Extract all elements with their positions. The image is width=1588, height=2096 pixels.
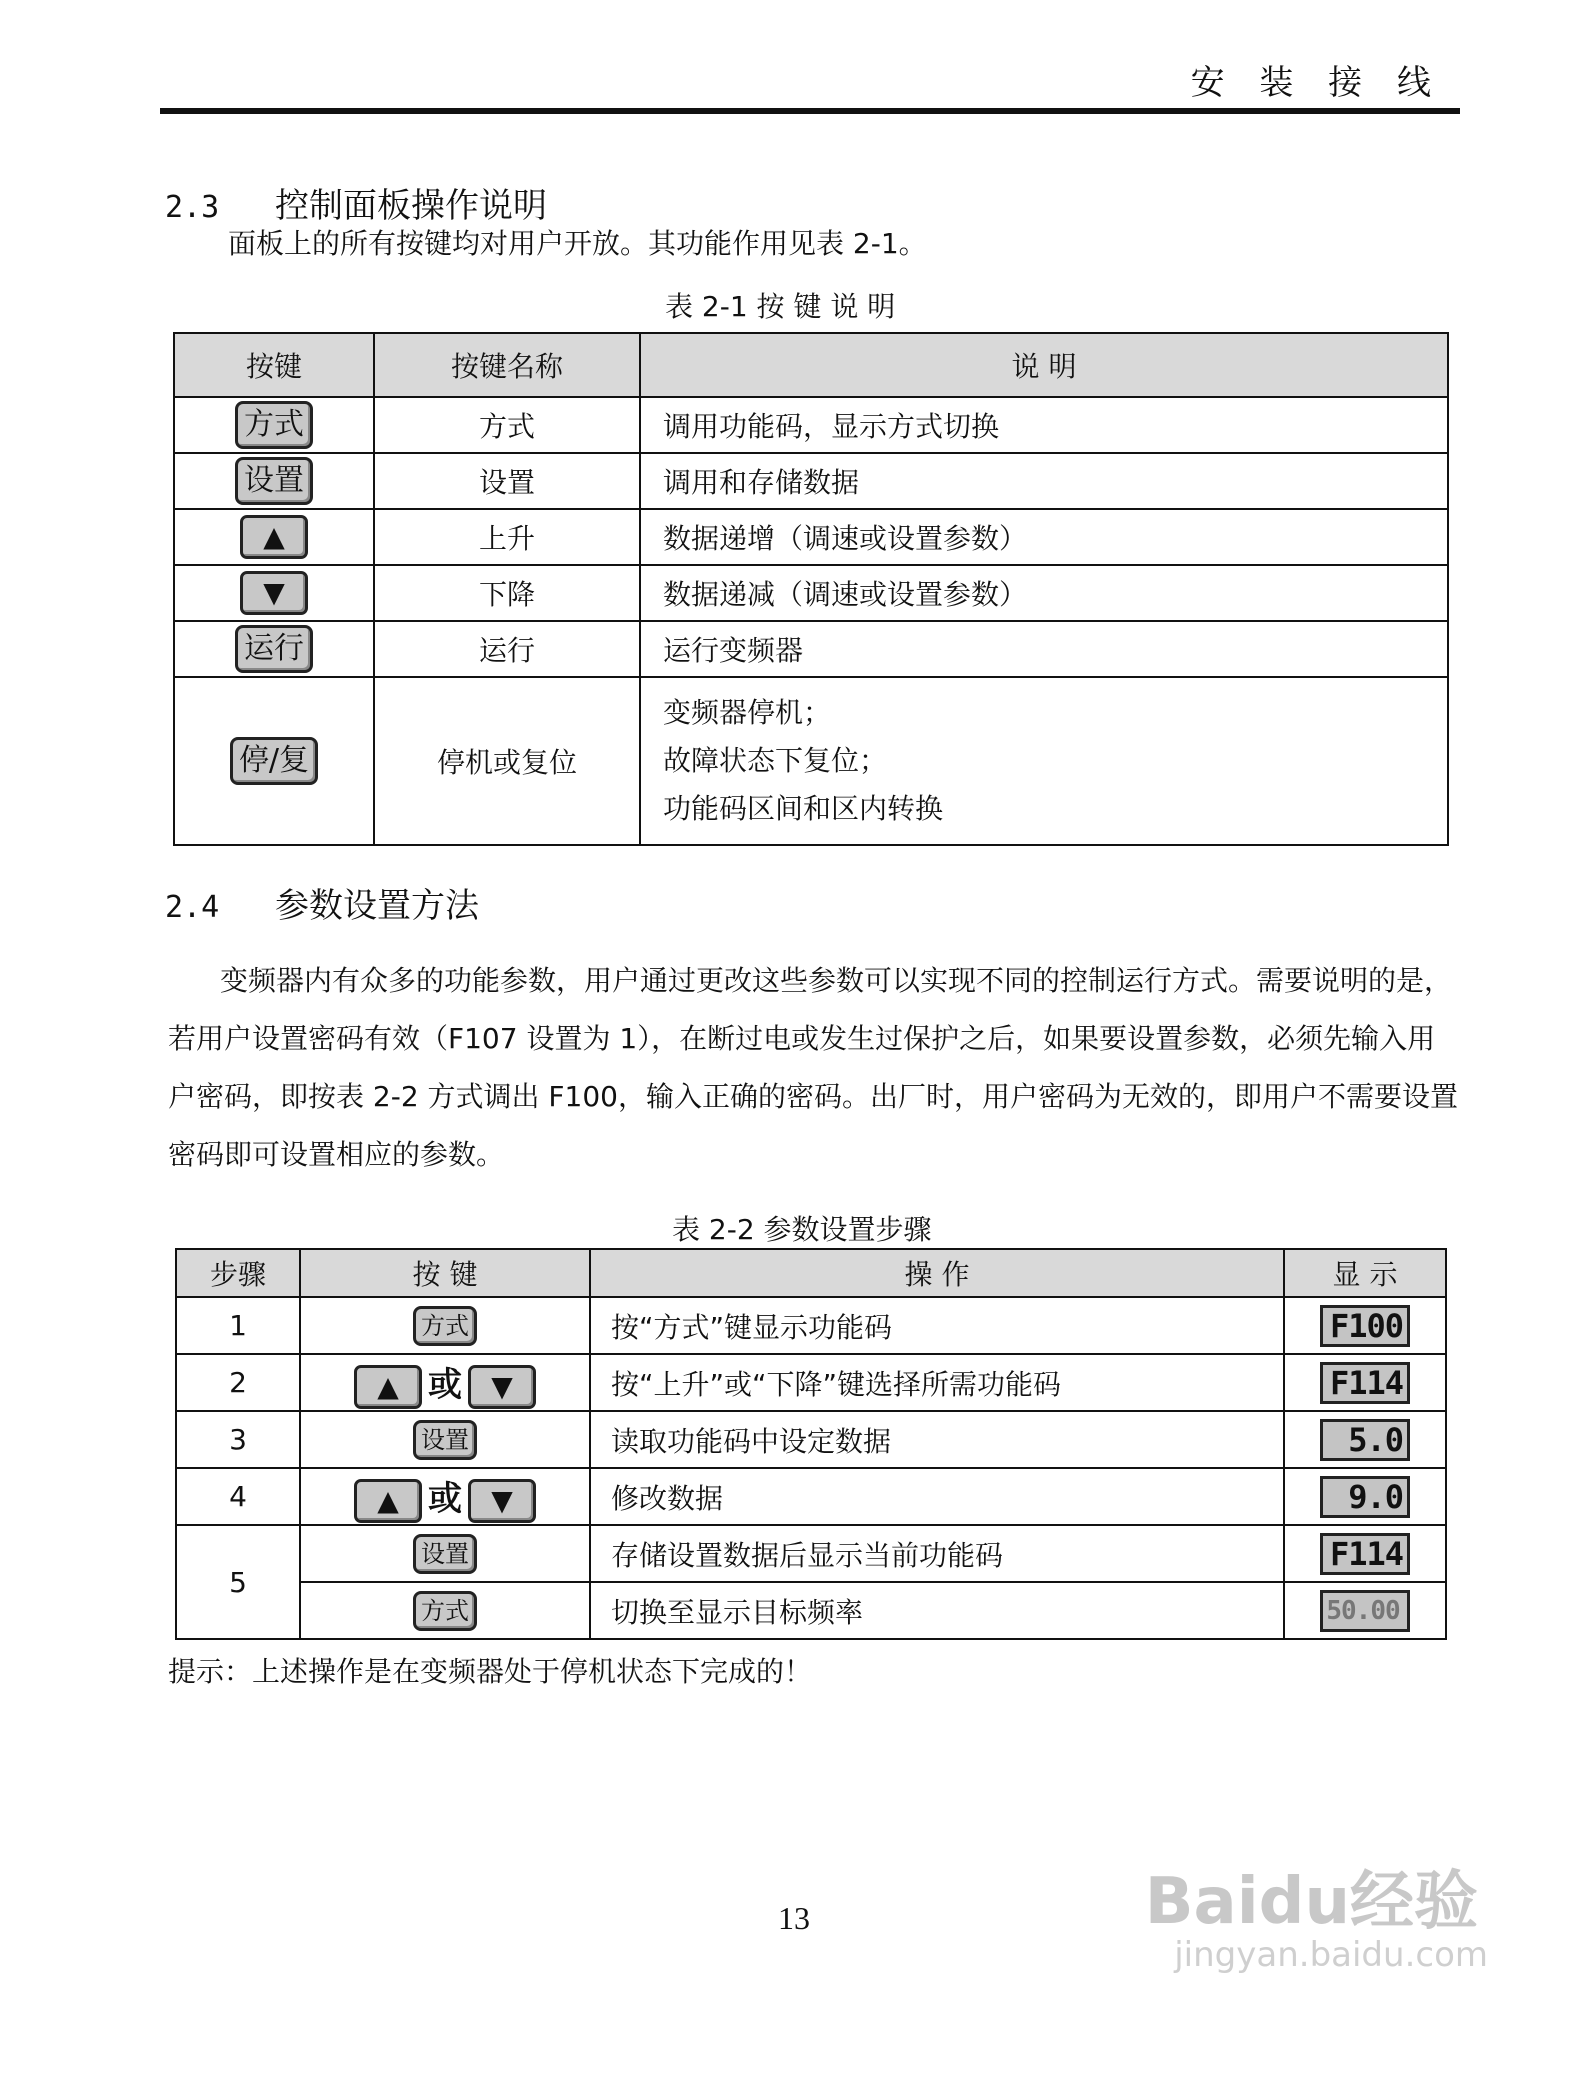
- operation: 切换至显示目标频率: [590, 1582, 1284, 1639]
- table-row: [174, 397, 1448, 453]
- table-row: [174, 565, 1448, 621]
- operation: 存储设置数据后显示当前功能码: [590, 1525, 1284, 1582]
- or-label: 或: [428, 1364, 462, 1405]
- body-paragraph: 变频器内有众多的功能参数，用户通过更改这些参数可以实现不同的控制运行方式。需要说明的是，若用户设置密码有效（F107 设置为 1），在断过电或发生过保护之后，如果要设置参数，必须先输入用户密码，即按表 2-2 方式调出 F100，输入正确的密码。出厂时，用户密码为无效的，即用户不需要设置密码即可设置相应的参数。: [168, 964, 1458, 1171]
- section-2-3-heading: [165, 178, 547, 227]
- table-row: [176, 1411, 1446, 1468]
- table-row: [176, 1582, 1446, 1639]
- table2-caption: 表 2-2 参数设置步骤: [672, 1213, 932, 1246]
- step-number: 5: [176, 1525, 300, 1639]
- step-number: 2: [176, 1354, 300, 1411]
- lcd-display: 5.0: [1320, 1419, 1410, 1461]
- mode-key-icon: 方式: [413, 1591, 477, 1631]
- key-name: 下降: [374, 565, 640, 621]
- note-text: 提示：上述操作是在变频器处于停机状态下完成的！: [168, 1655, 813, 1688]
- col-header-key: 按键: [174, 333, 374, 397]
- table-row: [176, 1354, 1446, 1411]
- step-number: 1: [176, 1297, 300, 1354]
- table-row: [176, 1468, 1446, 1525]
- set-key-icon: 设置: [413, 1534, 477, 1574]
- lcd-display: F100: [1320, 1305, 1410, 1347]
- key-description-table: [173, 332, 1449, 846]
- table-row: [174, 453, 1448, 509]
- lcd-display: 9.0: [1320, 1476, 1410, 1518]
- page-number: 13: [778, 1900, 810, 1936]
- col-header-key: 按 键: [300, 1249, 590, 1297]
- table1-caption: 表 2-1 按 键 说 明: [665, 290, 896, 323]
- down-arrow-icon: ▼: [468, 1479, 536, 1523]
- table-row: [176, 1525, 1446, 1582]
- intro-text: 面板上的所有按键均对用户开放。其功能作用见表 2-1。: [228, 227, 927, 260]
- key-name: 设置: [374, 453, 640, 509]
- col-header-op: 操 作: [590, 1249, 1284, 1297]
- mode-key-icon: 方式: [413, 1306, 477, 1346]
- stop-reset-key-icon: 停/复: [230, 737, 318, 785]
- or-label: 或: [428, 1478, 462, 1519]
- col-header-desc: 说 明: [640, 333, 1448, 397]
- col-header-display: 显 示: [1284, 1249, 1446, 1297]
- run-key-icon: 运行: [235, 625, 313, 673]
- lcd-display: F114: [1320, 1533, 1410, 1575]
- operation: 修改数据: [590, 1468, 1284, 1525]
- down-arrow-icon: ▼: [240, 571, 308, 615]
- key-desc: [640, 677, 1448, 845]
- baidu-watermark-logo: Baidu经验: [1144, 1865, 1478, 1939]
- table-row: [174, 677, 1448, 845]
- operation: 按“上升”或“下降”键选择所需功能码: [590, 1354, 1284, 1411]
- section-title: 控制面板操作说明: [275, 186, 547, 226]
- col-header-name: 按键名称: [374, 333, 640, 397]
- section-number: 2.3: [165, 190, 220, 225]
- desc-line: 故障状态下复位；: [663, 744, 888, 777]
- key-desc: 调用功能码，显示方式切换: [640, 397, 1448, 453]
- key-desc: 运行变频器: [640, 621, 1448, 677]
- operation: 读取功能码中设定数据: [590, 1411, 1284, 1468]
- mode-key-icon: 方式: [235, 401, 313, 449]
- step-number: 4: [176, 1468, 300, 1525]
- section-title: 参数设置方法: [275, 886, 479, 926]
- table-row: [174, 509, 1448, 565]
- desc-line: 功能码区间和区内转换: [663, 792, 944, 825]
- key-name: 停机或复位: [374, 677, 640, 845]
- up-arrow-icon: ▲: [240, 515, 308, 559]
- col-header-step: 步骤: [176, 1249, 300, 1297]
- key-name: 上升: [374, 509, 640, 565]
- set-key-icon: 设置: [413, 1420, 477, 1460]
- operation: 按“方式”键显示功能码: [590, 1297, 1284, 1354]
- key-name: 运行: [374, 621, 640, 677]
- section-number: 2.4: [165, 890, 220, 925]
- key-name: 方式: [374, 397, 640, 453]
- desc-line: 变频器停机；: [663, 696, 832, 729]
- section-2-4-heading: [165, 878, 479, 927]
- set-key-icon: 设置: [235, 457, 313, 505]
- key-desc: 数据递减（调速或设置参数）: [640, 565, 1448, 621]
- lcd-display: 50.00: [1320, 1590, 1410, 1632]
- baidu-watermark-url: jingyan.baidu.com: [1174, 1935, 1488, 1975]
- key-desc: 调用和存储数据: [640, 453, 1448, 509]
- table-row: [174, 621, 1448, 677]
- running-header: 安 装 接 线: [1190, 63, 1443, 103]
- header-rule: [160, 108, 1460, 114]
- down-arrow-icon: ▼: [468, 1365, 536, 1409]
- step-number: 3: [176, 1411, 300, 1468]
- up-arrow-icon: ▲: [354, 1365, 422, 1409]
- up-arrow-icon: ▲: [354, 1479, 422, 1523]
- table-row: [176, 1297, 1446, 1354]
- lcd-display: F114: [1320, 1362, 1410, 1404]
- key-desc: 数据递增（调速或设置参数）: [640, 509, 1448, 565]
- parameter-steps-table: [175, 1248, 1447, 1640]
